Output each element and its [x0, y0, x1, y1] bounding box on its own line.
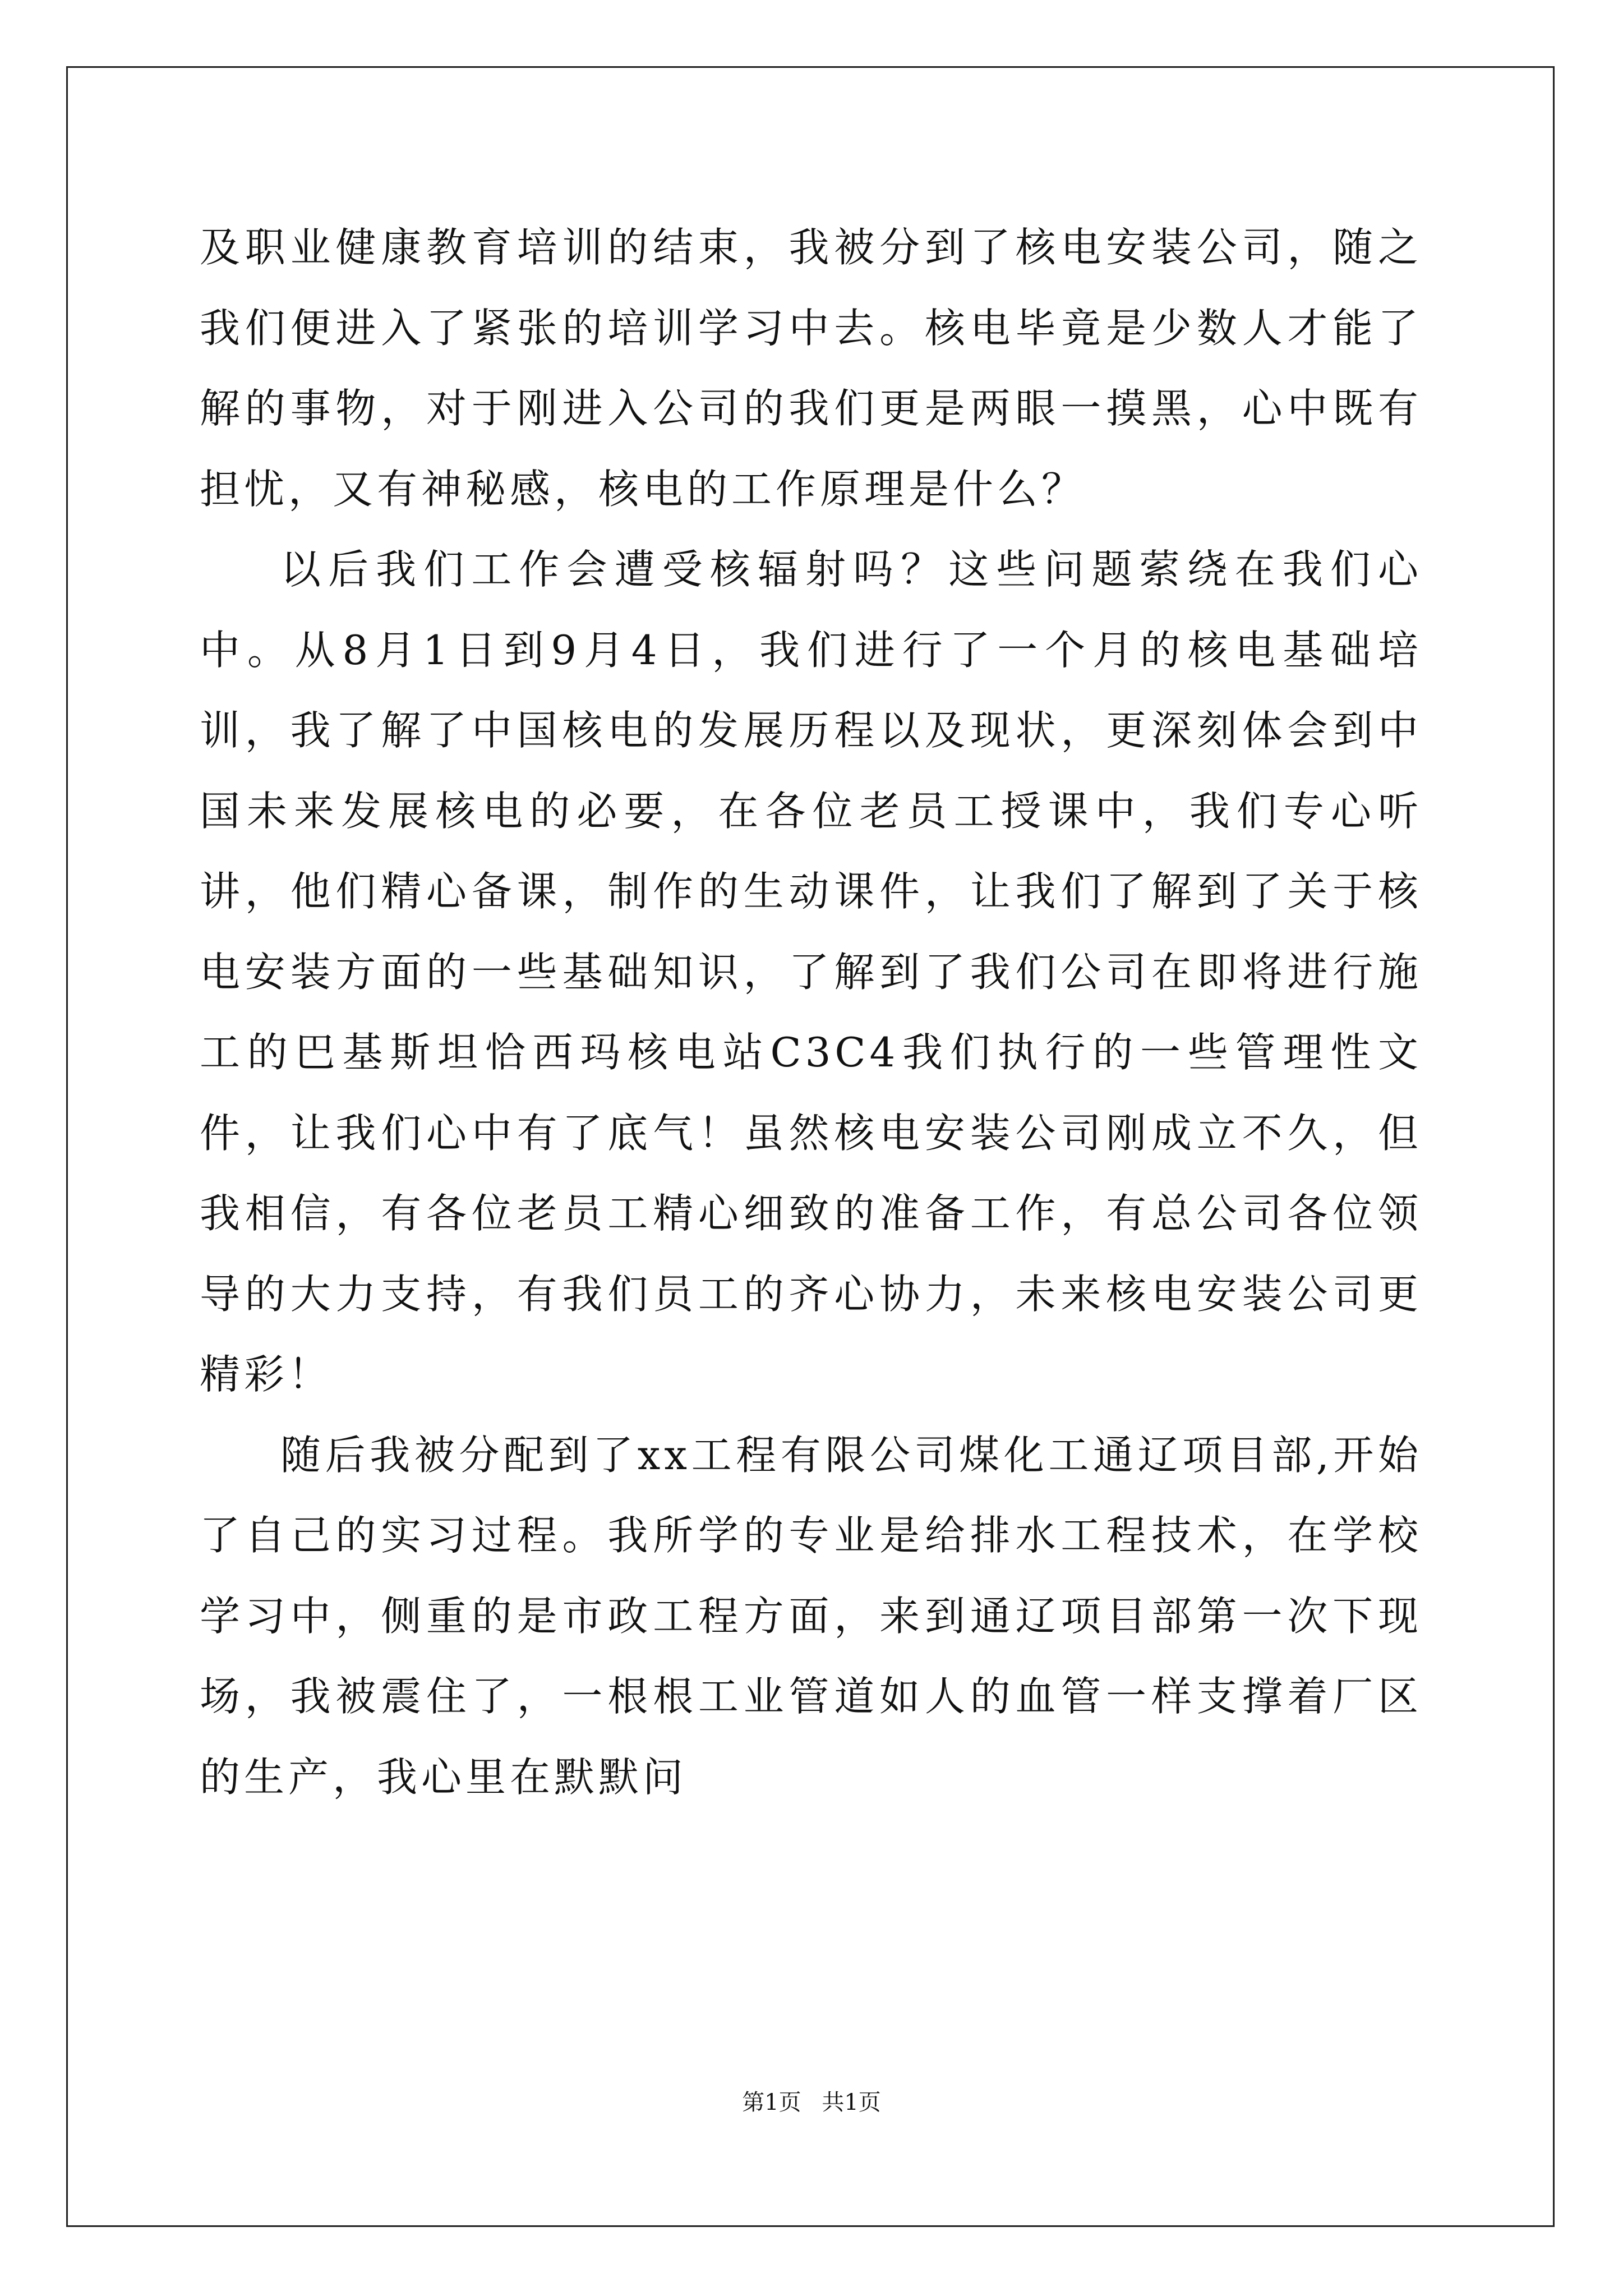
page-number: 第1页 — [742, 2090, 801, 2115]
paragraph-2: 以后我们工作会遭受核辐射吗？这些问题萦绕在我们心中。从8月1日到9月4日，我们进行了一个月的核电基础培训，我了解了中国核电的发展历程以及现状，更深刻体会到中国未来发展核电的必要，在各位老员工授课中，我们专心听讲，他们精心备课，制作的生动课件，让我们了解到了关于核电安装方面的一些基础知识，了解到了我们公司在即将进行施工的巴基斯坦恰西玛核电站C3C4我们执行的一些管理性文件，让我们心中有了底气！虽然核电安装公司刚成立不久，但我相信，有各位老员工精心细致的准备工作，有总公司各位领导的大力支持，有我们员工的齐心协力，未来核电安装公司更精彩！ — [200, 546, 1422, 1398]
document-body — [200, 208, 1422, 1818]
page-footer — [0, 2089, 1623, 2116]
paragraph-1: 及职业健康教育培训的结束，我被分到了核电安装公司，随之我们便进入了紧张的培训学习中去。核电毕竟是少数人才能了解的事物，对于刚进入公司的我们更是两眼一摸黑，心中既有担忧，又有神秘感，核电的工作原理是什么？ — [200, 224, 1422, 513]
page-total: 共1页 — [822, 2090, 881, 2115]
paragraph-3: 随后我被分配到了xx工程有限公司煤化工通辽项目部,开始了自己的实习过程。我所学的专业是给排水工程技术，在学校学习中，侧重的是市政工程方面，来到通辽项目部第一次下现场，我被震住了，一根根工业管道如人的血管一样支撑着厂区的生产，我心里在默默问 — [200, 1431, 1422, 1801]
